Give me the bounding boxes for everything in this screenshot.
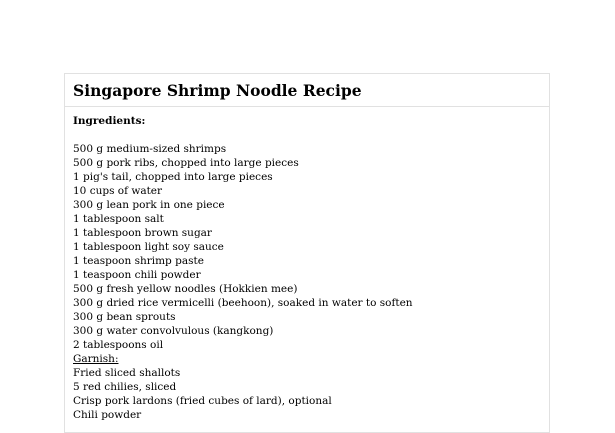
recipe-body xyxy=(65,107,549,422)
ingredient-item: 1 tablespoon salt xyxy=(73,213,164,225)
ingredient-item: 1 pig's tail, chopped into large pieces xyxy=(73,171,273,183)
ingredient-item: 1 teaspoon shrimp paste xyxy=(73,255,204,267)
garnish-label: Garnish: xyxy=(73,353,119,365)
ingredient-item: 500 g medium-sized shrimps xyxy=(73,143,227,155)
ingredient-item: 300 g lean pork in one piece xyxy=(73,199,225,211)
ingredient-item: 1 tablespoon brown sugar xyxy=(73,227,212,239)
ingredient-list xyxy=(73,142,549,352)
ingredients-label: Ingredients: xyxy=(73,115,146,127)
garnish-item: Crisp pork lardons (fried cubes of lard), optional xyxy=(73,395,332,407)
ingredient-item: 500 g pork ribs, chopped into large pieces xyxy=(73,157,299,169)
recipe-header xyxy=(65,74,549,107)
ingredient-item: 300 g water convolvulous (kangkong) xyxy=(73,325,274,337)
recipe-card xyxy=(64,73,550,433)
ingredient-item: 1 tablespoon light soy sauce xyxy=(73,241,224,253)
garnish-list xyxy=(73,366,549,422)
ingredient-item: 300 g bean sprouts xyxy=(73,311,176,323)
garnish-item: 5 red chilies, sliced xyxy=(73,381,177,393)
recipe-title: Singapore Shrimp Noodle Recipe xyxy=(73,81,362,100)
spacer xyxy=(73,128,549,142)
garnish-item: Fried sliced shallots xyxy=(73,367,181,379)
ingredient-item: 10 cups of water xyxy=(73,185,163,197)
ingredient-item: 2 tablespoons oil xyxy=(73,339,164,351)
ingredient-item: 1 teaspoon chili powder xyxy=(73,269,201,281)
ingredient-item: 300 g dried rice vermicelli (beehoon), soaked in water to soften xyxy=(73,297,413,309)
ingredient-item: 500 g fresh yellow noodles (Hokkien mee) xyxy=(73,283,298,295)
garnish-item: Chili powder xyxy=(73,409,142,421)
